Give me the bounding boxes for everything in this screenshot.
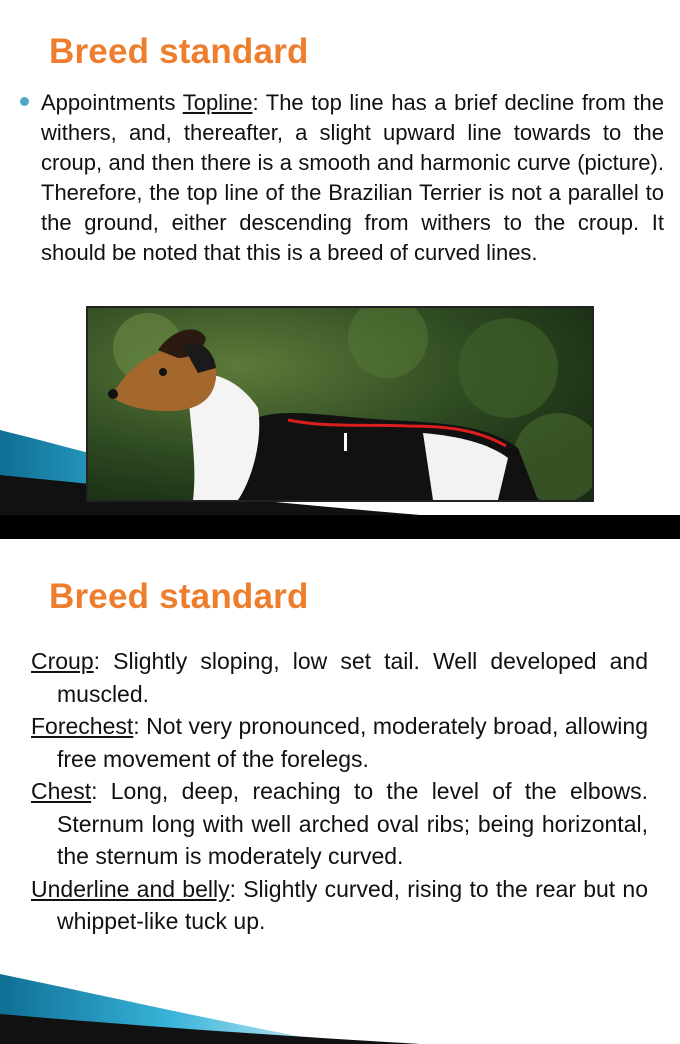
croup-text: : Slightly sloping, low set tail. Well developed and muscled.	[57, 648, 648, 707]
bullet-colon: :	[252, 90, 259, 115]
definition-item	[31, 775, 648, 873]
slide-divider	[0, 515, 680, 539]
slide-1-title: Breed standard	[49, 32, 309, 71]
chest-term: Chest	[31, 778, 92, 804]
bullet-icon	[20, 97, 29, 106]
topline-term: Topline	[182, 90, 253, 115]
forechest-term: Forechest	[31, 713, 134, 739]
slide-2-title: Breed standard	[49, 577, 309, 616]
forechest-text: : Not very pronounced, moderately broad, allowing free movement of the forelegs.	[57, 713, 648, 772]
definition-item	[31, 645, 648, 710]
definition-list	[31, 645, 648, 938]
chest-text: : Long, deep, reaching to the level of the elbows. Sternum long with well arched oval ribs; being horizontal, the sternum is moderately curved.	[57, 778, 648, 869]
bullet-lead: Appointments	[41, 90, 183, 115]
croup-term: Croup	[31, 648, 94, 674]
swoosh-decoration-2	[0, 959, 680, 1044]
underline-term: Underline and belly	[31, 875, 230, 902]
dog-picture-icon	[88, 308, 592, 500]
brazilian-terrier-photo	[86, 306, 594, 502]
definition-item	[31, 710, 648, 775]
definition-item	[31, 873, 648, 938]
slide-2	[0, 539, 680, 1044]
slide-1	[0, 0, 680, 515]
topline-paragraph	[41, 88, 664, 268]
underline-text: : Slightly curved, rising to the rear but no whippet-like tuck up.	[57, 875, 648, 934]
topline-text: The top line has a brief decline from the withers, and, thereafter, a slight upward line towards to the croup, and then there is a smooth and harmonic curve (picture). Therefore, the top line of the Brazilian Terrier is not a parallel to the ground, either descending from withers to the croup. It should be noted that this is a breed of curved lines.	[41, 90, 664, 265]
